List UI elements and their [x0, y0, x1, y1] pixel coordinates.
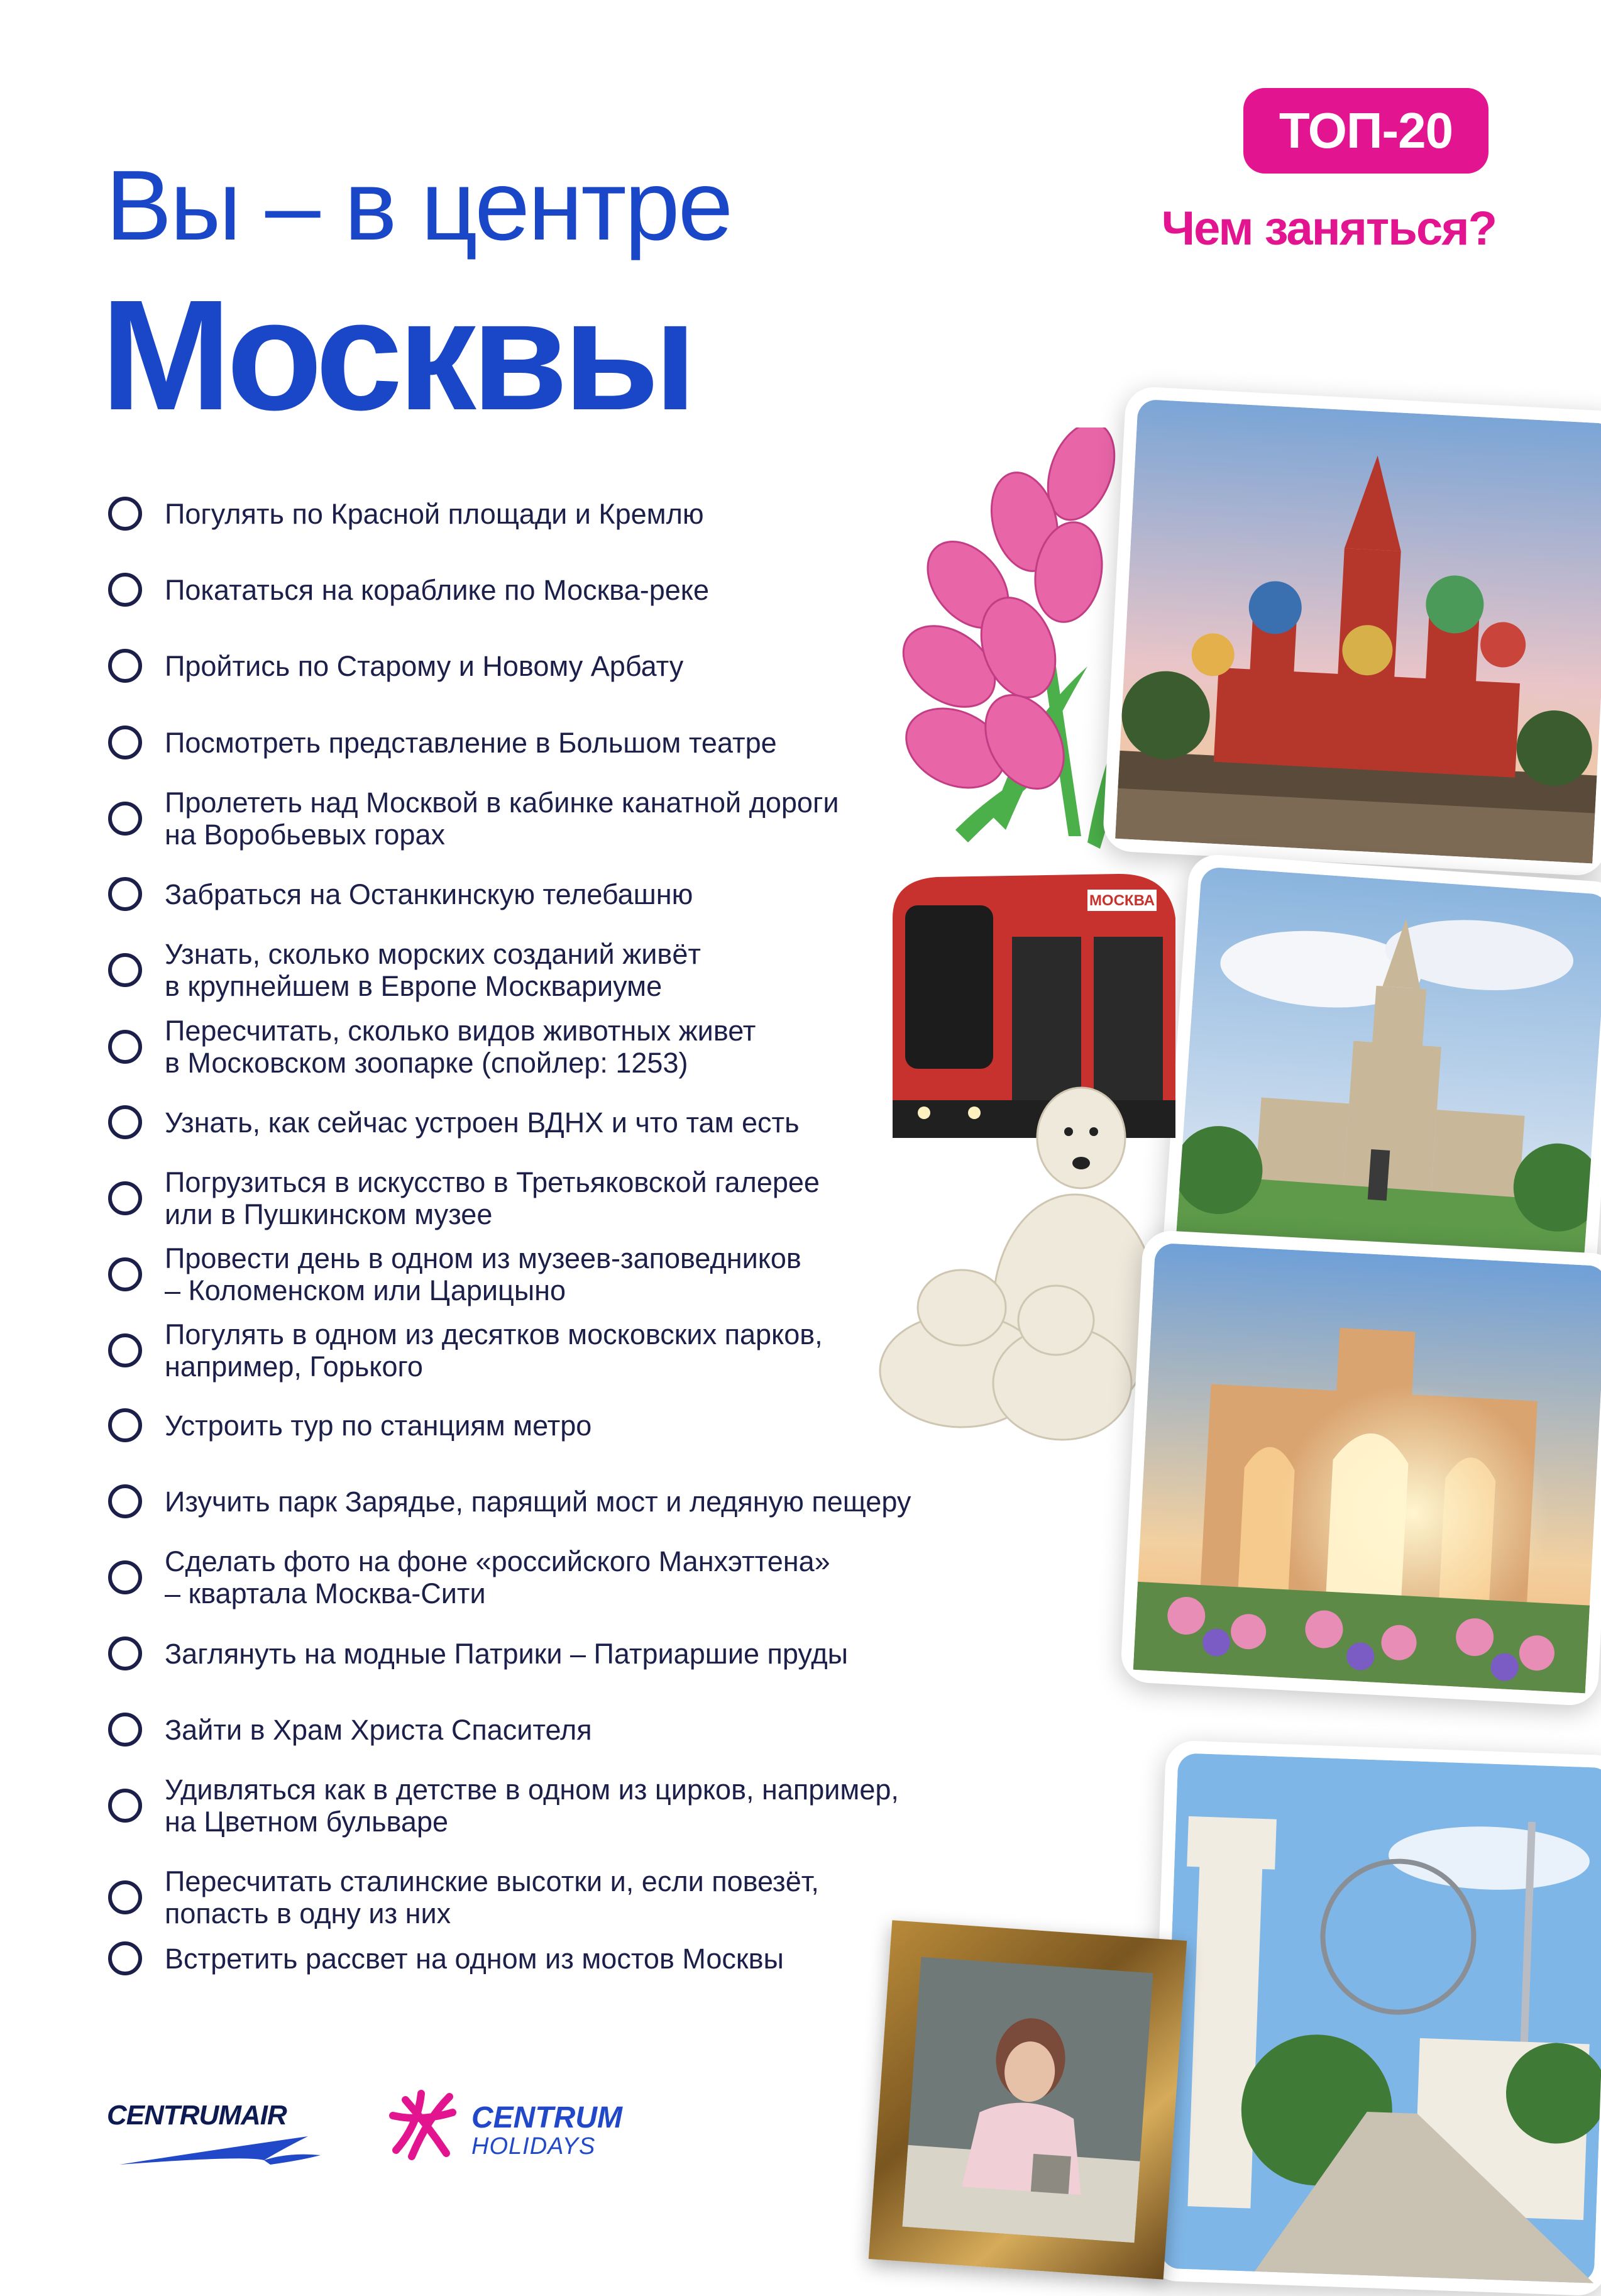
checklist-item-text: Зайти в Храм Христа Спасителя [165, 1713, 592, 1746]
vdnkh-park-image [1160, 1753, 1601, 2283]
checklist-item-text: Погулять в одном из десятков московских парков, например, Горького [165, 1318, 823, 1383]
centrum-air-wordmark: CENTRUMAIR [107, 2100, 287, 2131]
checklist-item[interactable] [108, 1713, 592, 1747]
title-line1: Вы – в центре [106, 150, 732, 261]
checkbox-circle[interactable] [108, 1636, 142, 1670]
checkbox-circle[interactable] [108, 726, 142, 759]
photo-card-msu [1162, 853, 1601, 1291]
checklist-item[interactable] [108, 1941, 784, 1975]
centrum-holidays-logo [383, 2087, 647, 2169]
checklist-item-text: Провести день в одном из музеев-заповедников – Коломенском или Царицыно [165, 1242, 801, 1306]
checkbox-circle[interactable] [108, 1105, 142, 1139]
subtitle: Чем заняться? [1161, 202, 1496, 255]
checkbox-circle[interactable] [108, 1713, 142, 1747]
checkbox-circle[interactable] [108, 1560, 142, 1594]
centrum-holidays-line1: CENTRUM [471, 2101, 622, 2134]
checkbox-circle[interactable] [108, 1408, 142, 1442]
checkbox-circle[interactable] [108, 1880, 142, 1914]
msu-image [1175, 866, 1601, 1278]
checklist-item-text: Покататься на кораблике по Москва-реке [165, 573, 709, 606]
checkbox-circle[interactable] [108, 1333, 142, 1367]
checklist-item-text: Удивляться как в детстве в одном из цирков, например, на Цветном бульваре [165, 1774, 899, 1838]
checklist-item-text: Пересчитать сталинские высотки и, если повезёт, попасть в одну из них [165, 1865, 819, 1929]
checklist-item[interactable] [108, 1105, 800, 1139]
metro-car-label: МОСКВА [1089, 892, 1155, 909]
checkbox-circle[interactable] [108, 1484, 142, 1518]
checklist-item[interactable] [108, 1408, 591, 1442]
checklist-item[interactable] [108, 1545, 830, 1609]
framed-painting [869, 1920, 1187, 2279]
checklist-item[interactable] [108, 1015, 756, 1079]
centrum-air-logo [107, 2100, 333, 2169]
checkbox-circle[interactable] [108, 1941, 142, 1975]
checklist-item-text: Пересчитать, сколько видов животных живет в Московском зоопарке (спойлер: 1253) [165, 1015, 756, 1079]
checkbox-circle[interactable] [108, 1257, 142, 1291]
star-burst-icon [383, 2087, 459, 2163]
checkbox-circle[interactable] [108, 1030, 142, 1064]
checkbox-circle[interactable] [108, 649, 142, 683]
checklist-item[interactable] [108, 573, 709, 607]
checklist-item-text: Сделать фото на фоне «российского Манхэттена» – квартала Москва-Сити [165, 1545, 830, 1609]
checkbox-circle[interactable] [108, 497, 142, 531]
checklist-item[interactable] [108, 877, 693, 911]
st-basils-image [1115, 399, 1601, 864]
checkbox-circle[interactable] [108, 802, 142, 836]
centrum-holidays-line2: HOLIDAYS [471, 2133, 596, 2160]
photo-card-vdnkh-arch [1120, 1230, 1601, 1707]
checklist-item[interactable] [108, 1484, 911, 1518]
checklist-item[interactable] [108, 1166, 820, 1230]
checklist-item[interactable] [108, 1242, 801, 1306]
checklist-item-text: Погрузиться в искусство в Третьяковской галерее или в Пушкинском музее [165, 1166, 820, 1230]
checklist-item-text: Посмотреть представление в Большом театре [165, 726, 777, 759]
photo-card-st-basils [1102, 386, 1601, 877]
checklist-item[interactable] [108, 1865, 925, 1929]
checklist-item[interactable] [108, 1636, 848, 1670]
checklist-item[interactable] [108, 649, 683, 683]
swallow-icon [119, 2130, 327, 2168]
painting-image [902, 1957, 1153, 2243]
checklist-item-text: Погулять по Красной площади и Кремлю [165, 497, 704, 530]
checklist-item[interactable] [108, 938, 701, 1002]
checklist-item-text: Узнать, как сейчас устроен ВДНХ и что там есть [165, 1106, 800, 1139]
checklist-item-text: Забраться на Останкинскую телебашню [165, 878, 693, 910]
checkbox-circle[interactable] [108, 877, 142, 911]
polar-bears-image [874, 1069, 1163, 1446]
top20-badge: ТОП-20 [1243, 88, 1488, 174]
checklist-item-text: Устроить тур по станциям метро [165, 1409, 592, 1442]
checklist-item-text: Заглянуть на модные Патрики – Патриаршие пруды [165, 1637, 848, 1670]
checklist-item-text: Узнать, сколько морских созданий живёт в крупнейшем в Европе Москвариуме [165, 938, 701, 1002]
checkbox-circle[interactable] [108, 573, 142, 607]
checklist-item[interactable] [108, 497, 704, 531]
checklist-item-text: Изучить парк Зарядье, парящий мост и ледяную пещеру [165, 1485, 911, 1518]
checkbox-circle[interactable] [108, 1789, 142, 1823]
checklist-item-text: Встретить рассвет на одном из мостов Москвы [165, 1942, 784, 1975]
title-line2: Москвы [101, 267, 693, 443]
checklist-item[interactable] [108, 1318, 823, 1383]
photo-card-vdnkh-park [1147, 1740, 1601, 2296]
checklist-item[interactable] [108, 1774, 899, 1838]
checklist-item-text: Пролететь над Москвой в кабинке канатной дороги на Воробьевых горах [165, 786, 839, 851]
checkbox-circle[interactable] [108, 1181, 142, 1215]
vdnkh-arch-image [1133, 1243, 1601, 1694]
checklist-item-text: Пройтись по Старому и Новому Арбату [165, 649, 684, 682]
checklist-item[interactable] [108, 786, 839, 851]
checkbox-circle[interactable] [108, 953, 142, 987]
checklist-item[interactable] [108, 726, 777, 759]
